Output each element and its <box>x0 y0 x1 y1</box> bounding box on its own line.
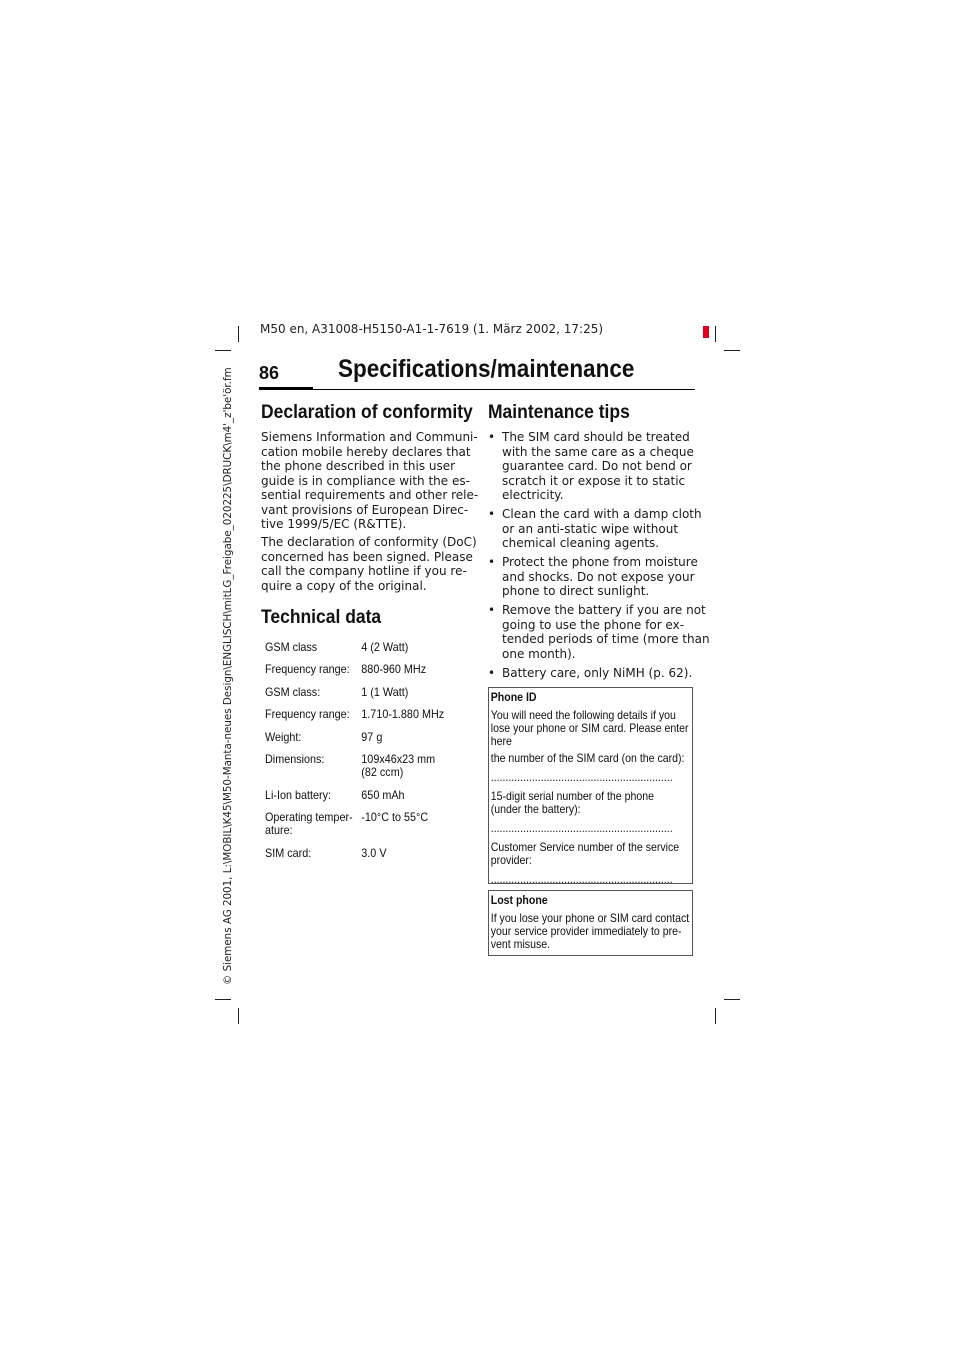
bullet-icon: • <box>488 430 496 444</box>
text-line: with the same care as a cheque <box>502 444 694 459</box>
list-item <box>488 430 710 503</box>
service-number-fill-line: .............................................................. <box>490 872 673 886</box>
lost-phone-box <box>488 890 693 956</box>
text-line: Protect the phone from moisture <box>502 555 698 569</box>
technical-data-heading: Technical data <box>261 607 382 628</box>
text-line: vent misuse. <box>490 937 551 951</box>
text-line: You will need the following details if you <box>490 708 676 722</box>
spec-label: Frequency range: <box>265 662 350 677</box>
bullet-icon: • <box>488 555 496 569</box>
lost-phone-title: Lost phone <box>490 893 548 907</box>
title-rule <box>313 389 695 390</box>
text-line: concerned has been signed. Please <box>261 549 473 564</box>
serial-number-fill-line: .............................................................. <box>490 821 673 835</box>
spec-label: GSM class: <box>265 684 321 699</box>
text-line: and shocks. Do not expose your <box>502 569 695 584</box>
phone-id-box <box>488 687 693 884</box>
crop-mark <box>715 326 716 342</box>
spec-value: 4 (2 Watt) <box>361 640 409 654</box>
color-register-mark <box>703 326 709 338</box>
text-line: scratch it or expose it to static <box>502 473 686 488</box>
text-line: call the company hotline if you re- <box>261 564 467 578</box>
spec-value: 1 (1 Watt) <box>361 684 409 699</box>
list-item <box>488 507 710 551</box>
spec-label-line: ature: <box>265 823 293 838</box>
side-file-path: © Siemens AG 2001, L:\MOBIL\K45\M50-Manta-neues Design\ENGLISCH\mitLG_Freigabe_020225\DRUCK\m4'_z'be'ör.fm <box>222 367 234 985</box>
spec-value-line: (82 ccm) <box>361 764 404 779</box>
list-item <box>488 666 710 681</box>
text-line: If you lose your phone or SIM card contact <box>490 911 690 925</box>
text-line: your service provider immediately to pre- <box>490 924 682 938</box>
spec-value: 880-960 MHz <box>361 662 427 677</box>
spec-value: -10°C to 55°C <box>361 810 429 825</box>
text-line: one month). <box>502 646 576 661</box>
spec-value: 1.710-1.880 MHz <box>361 707 445 722</box>
phone-id-title: Phone ID <box>490 690 537 704</box>
service-number-label: provider: <box>490 853 532 867</box>
spec-label: Weight: <box>265 729 302 744</box>
spec-label <box>265 811 353 837</box>
declaration-paragraph-1 <box>261 430 478 532</box>
text-line: Battery care, only NiMH (p. 62). <box>502 665 693 680</box>
sim-number-label: the number of the SIM card (on the card): <box>490 751 685 765</box>
spec-value-line: 109x46x23 mm <box>361 751 436 766</box>
spec-label: Frequency range: <box>265 707 350 722</box>
text-line: quire a copy of the original. <box>261 578 427 593</box>
spec-label: Li-Ion battery: <box>265 787 332 802</box>
crop-mark <box>215 999 231 1000</box>
text-line: vant provisions of European Direc- <box>261 502 469 517</box>
declaration-paragraph-2 <box>261 535 477 593</box>
crop-mark <box>724 350 740 351</box>
page-title: Specifications/maintenance <box>338 355 635 383</box>
text-line: lose your phone or SIM card. Please enter <box>490 721 689 735</box>
crop-mark <box>238 326 239 342</box>
spec-label: Dimensions: <box>265 751 325 766</box>
crop-mark <box>724 999 740 1000</box>
list-item <box>488 555 710 599</box>
maintenance-heading: Maintenance tips <box>488 402 630 423</box>
text-line: Remove the battery if you are not <box>502 603 706 617</box>
text-line: electricity. <box>502 488 564 502</box>
spec-value: 650 mAh <box>361 787 405 802</box>
spec-value: 3.0 V <box>361 846 387 861</box>
text-line: tended periods of time (more than <box>502 632 710 646</box>
bullet-icon: • <box>488 507 496 521</box>
text-line: tive 1999/5/EC (R&TTE). <box>261 517 407 531</box>
serial-number-label: 15-digit serial number of the phone <box>490 789 654 803</box>
file-info: M50 en, A31008-H5150-A1-1-7619 (1. März 2002, 17:25) <box>260 322 604 336</box>
text-line: guarantee card. Do not bend or <box>502 459 692 473</box>
spec-value <box>361 753 435 779</box>
page-number: 86 <box>259 363 280 383</box>
text-line: Siemens Information and Communi- <box>261 430 478 444</box>
text-line: going to use the phone for ex- <box>502 617 685 632</box>
bullet-icon: • <box>488 665 496 680</box>
crop-mark <box>215 350 231 351</box>
bullet-icon: • <box>488 603 496 617</box>
text-line: here <box>490 734 512 748</box>
sim-number-fill-line: .............................................................. <box>490 770 673 784</box>
declaration-heading: Declaration of conformity <box>261 402 473 423</box>
text-line: sential requirements and other rele- <box>261 488 479 502</box>
text-line: the phone described in this user <box>261 459 456 473</box>
service-number-label: Customer Service number of the service <box>490 840 680 854</box>
spec-value: 97 g <box>361 729 383 744</box>
page-number-underline <box>259 387 313 390</box>
spec-label: GSM class <box>265 640 318 654</box>
text-line: phone to direct sunlight. <box>502 584 650 598</box>
spec-label: SIM card: <box>265 846 312 861</box>
text-line: chemical cleaning agents. <box>502 536 660 550</box>
text-line: or an anti-static wipe without <box>502 521 679 536</box>
text-line: The declaration of conformity (DoC) <box>261 535 477 549</box>
text-line: The SIM card should be treated <box>502 430 690 444</box>
text-line: cation mobile hereby declares that <box>261 444 471 459</box>
crop-mark <box>238 1008 239 1024</box>
text-line: guide is in compliance with the es- <box>261 473 470 488</box>
text-line: Clean the card with a damp cloth <box>502 507 702 521</box>
list-item <box>488 603 710 661</box>
serial-number-label: (under the battery): <box>490 802 581 816</box>
spec-label-line: Operating temper- <box>265 810 353 825</box>
maintenance-tips-list <box>488 430 710 685</box>
crop-mark <box>715 1008 716 1024</box>
